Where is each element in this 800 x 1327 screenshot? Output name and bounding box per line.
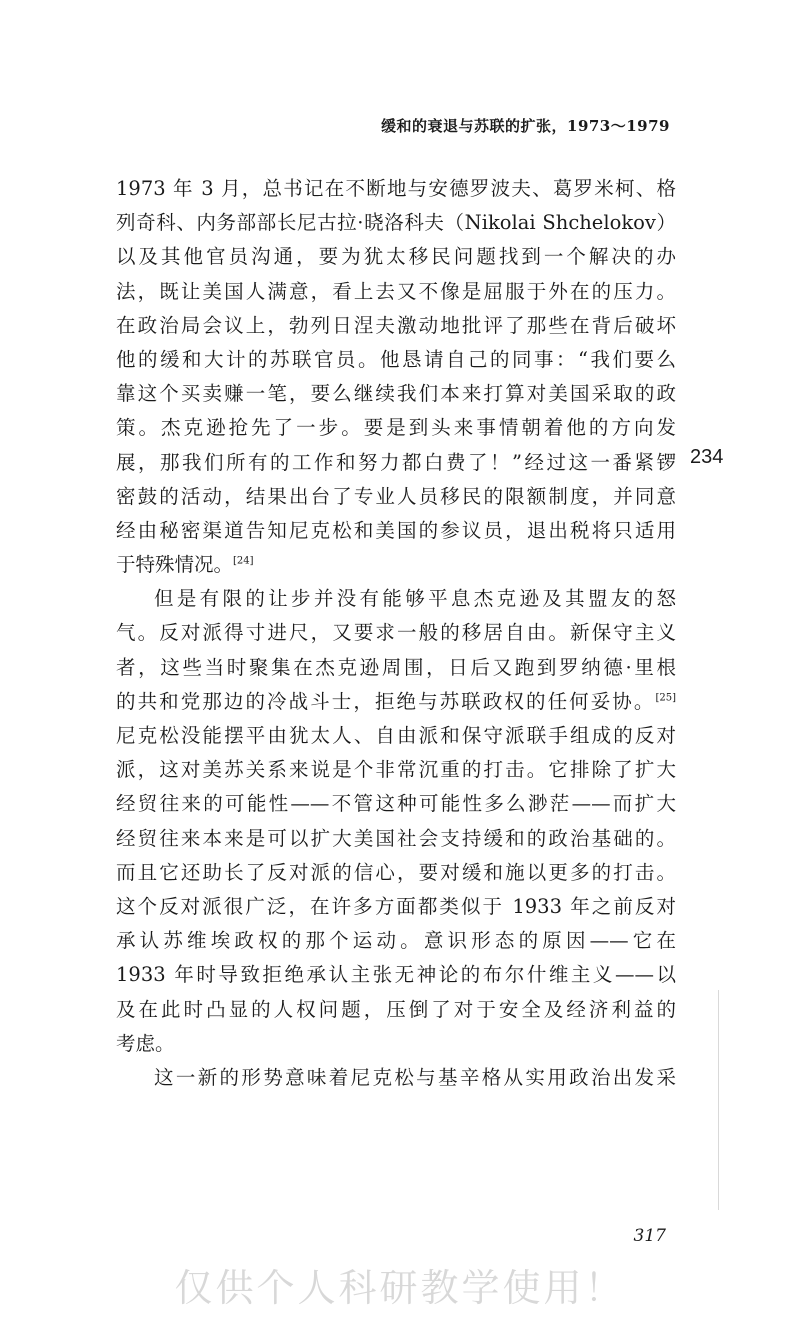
watermark: 仅供个人科研教学使用！: [174, 1266, 626, 1310]
text-line: 他的缓和大计的苏联官员。他恳请自己的同事：“我们要么: [116, 347, 676, 371]
text-line: [116, 685, 676, 719]
text-line: 考虑。: [116, 1031, 175, 1055]
text-line: 1973 年 3 月，总书记在不断地与安德罗波夫、葛罗米柯、格: [116, 177, 676, 200]
text-line: 及在此时凸显的人权问题，压倒了对于安全及经济利益的: [116, 997, 676, 1021]
text-line: 以及其他官员沟通，要为犹太移民问题找到一个解决的办: [116, 245, 676, 269]
margin-page-number: 234: [690, 446, 724, 468]
text-line: 经贸往来本来是可以扩大美国社会支持缓和的政治基础的。: [116, 826, 676, 850]
footnote-ref-25[interactable]: [25]: [655, 692, 676, 704]
text-line: 1933 年时导致拒绝承认主张无神论的布尔什维主义——以: [116, 963, 676, 987]
text-line-content: 于特殊情况。: [116, 553, 234, 577]
running-head: 缓和的衰退与苏联的扩张，1973～1979: [381, 117, 670, 135]
text-line: 密鼓的活动，结果出台了专业人员移民的限额制度，并同意: [116, 484, 676, 508]
text-line: 者，这些当时聚集在杰克逊周围，日后又跑到罗纳德·里根: [116, 655, 676, 679]
text-line: 经贸往来的可能性——不管这种可能性多么渺茫——而扩大: [116, 792, 676, 816]
text-line: 经由秘密渠道告知尼克松和美国的参议员，退出税将只适用: [116, 518, 676, 542]
text-line: [116, 548, 676, 582]
text-line: 但是有限的让步并没有能够平息杰克逊及其盟友的怒: [154, 587, 676, 611]
text-line: 这一新的形势意味着尼克松与基辛格从实用政治出发采: [154, 1065, 676, 1089]
page-number: 317: [633, 1226, 666, 1246]
text-line: 派，这对美苏关系来说是个非常沉重的打击。它排除了扩大: [116, 758, 676, 782]
text-line: 这个反对派很广泛，在许多方面都类似于 1933 年之前反对: [116, 894, 676, 918]
text-line: 策。杰克逊抢先了一步。要是到头来事情朝着他的方向发: [116, 416, 676, 440]
text-line: 靠这个买卖赚一笔，要么继续我们本来打算对美国采取的政: [116, 382, 676, 406]
text-line: 列奇科、内务部部长尼古拉·晓洛科夫（Nikolai Shchelokov）: [116, 211, 676, 235]
text-line: 而且它还助长了反对派的信心，要对缓和施以更多的打击。: [116, 860, 676, 884]
text-line-content: 的共和党那边的冷战斗士，拒绝与苏联政权的任何妥协。: [116, 689, 656, 713]
text-line: 在政治局会议上，勃列日涅夫激动地批评了那些在背后破坏: [116, 313, 676, 337]
text-line: 展，那我们所有的工作和努力都白费了！”经过这一番紧锣: [116, 450, 676, 474]
footnote-ref-24[interactable]: [24]: [233, 555, 254, 567]
scan-edge-line: [718, 990, 719, 1210]
text-line: 承认苏维埃政权的那个运动。意识形态的原因——它在: [116, 929, 676, 953]
text-line: 尼克松没能摆平由犹太人、自由派和保守派联手组成的反对: [116, 724, 676, 747]
text-line: 法，既让美国人满意，看上去又不像是屈服于外在的压力。: [116, 279, 676, 303]
body-text: [116, 172, 676, 1095]
text-line: 气。反对派得寸进尺，又要求一般的移居自由。新保守主义: [116, 621, 676, 645]
